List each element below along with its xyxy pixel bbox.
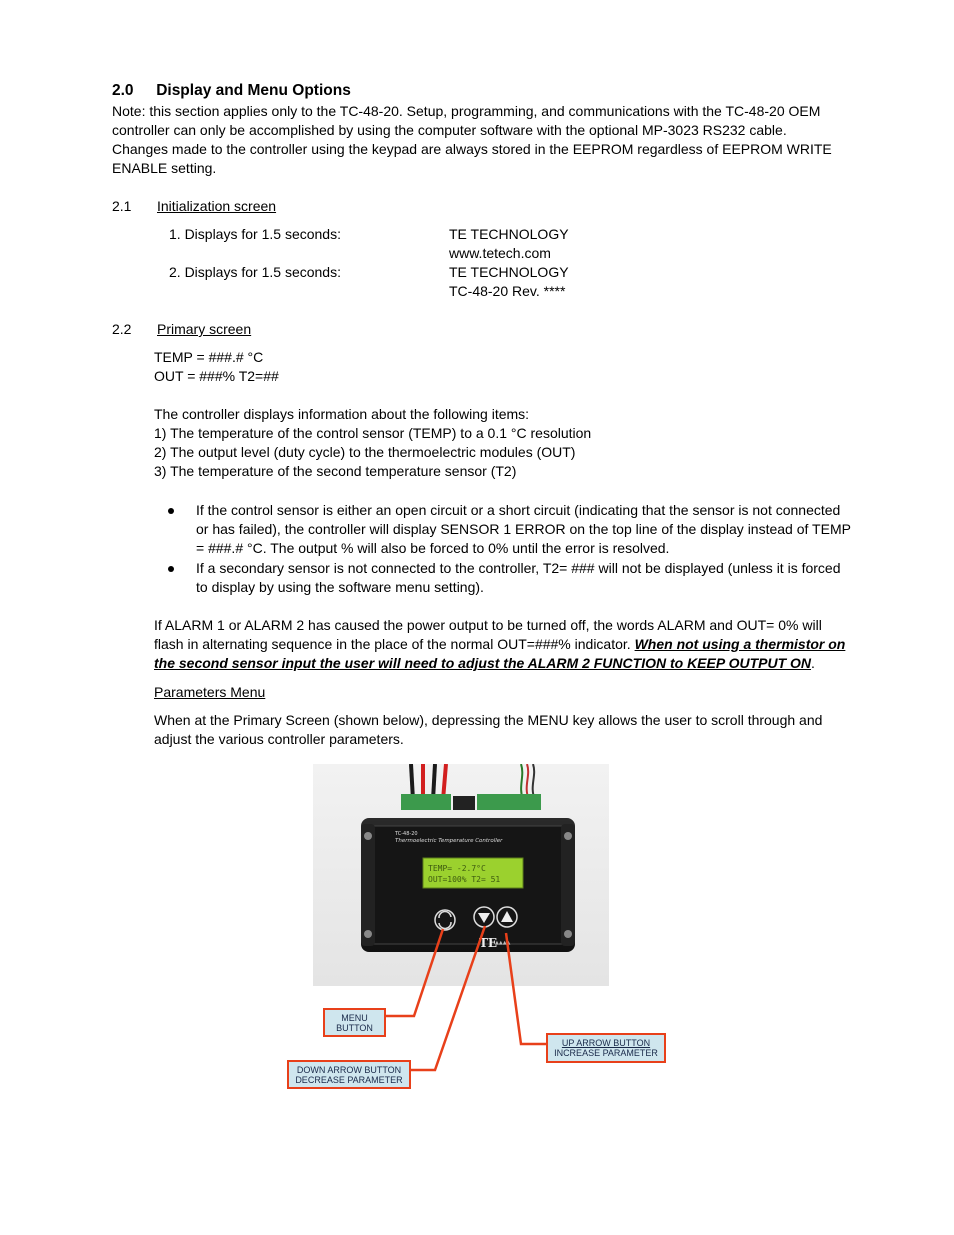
bullet-text: If the control sensor is either an open circuit or a short circuit (indicating that the sensor is not connected or has failed), the controller will display SENSOR 1 ERROR on the top line of the display instead of TEMP = ###.# °C. The output % will also be forced to 0% until the error is resolved.	[196, 502, 851, 556]
device-model: TC-48-20	[395, 831, 418, 837]
lcd-line-2: OUT=100% T2= 51	[428, 875, 501, 884]
primary-item-3: 3) The temperature of the second temperature sensor (T2)	[154, 463, 517, 479]
up-arrow-callout	[546, 1033, 666, 1063]
callout-line: MENU	[341, 1012, 368, 1023]
alarm-emphasis: When not using a thermistor on the second sensor input the user will need to adjust the ALARM 2 FUNCTION to KEEP OUTPUT ON	[154, 636, 846, 671]
up-leader	[506, 933, 546, 1044]
alarm-text: If ALARM 1 or ALARM 2 has caused the power output to be turned off, the words ALARM and OUT= 0% will flash in alternating sequence in the place of the normal OUT=###% indicator.	[154, 617, 822, 652]
params-text: When at the Primary Screen (shown below), depressing the MENU key allows the user to scroll through and adjust the various controller parameters.	[154, 712, 823, 747]
lcd-line-1: TEMP= -2.7°C	[428, 864, 486, 873]
alarm-end: .	[811, 655, 815, 671]
bullet-text: If a secondary sensor is not connected to the controller, T2= ### will not be displayed (unless it is forced to display by using the software menu setting).	[196, 560, 841, 595]
callout-line: BUTTON	[336, 1022, 373, 1033]
callout-line: UP ARROW BUTTON	[561, 1038, 651, 1048]
init-row-2-line2: TC-48-20 Rev. ****	[449, 283, 566, 299]
primary-number: 2.2	[112, 321, 132, 337]
menu-button-callout	[323, 1008, 386, 1037]
menu-leader	[386, 929, 443, 1016]
primary-item-1: 1) The temperature of the control sensor (TEMP) to a 0.1 °C resolution	[154, 425, 592, 441]
init-row-1-line1: TE TECHNOLOGY	[449, 226, 569, 242]
section-title: Display and Menu Options	[156, 82, 351, 99]
init-row-1-label: 1. Displays for 1.5 seconds:	[169, 226, 341, 242]
down-arrow-callout	[287, 1060, 411, 1089]
brand-logo: TE	[479, 936, 498, 950]
init-row-1-line2: www.tetech.com	[449, 245, 551, 261]
primary-intro: The controller displays information about the following items:	[154, 406, 530, 422]
init-title: Initialization screen	[157, 198, 277, 214]
init-row-2-label: 2. Displays for 1.5 seconds:	[169, 264, 341, 280]
callout-line: DOWN ARROW BUTTON	[296, 1064, 402, 1075]
primary-line-1: TEMP = ###.# °C	[154, 349, 264, 365]
callout-line: INCREASE PARAMETER	[554, 1048, 658, 1058]
primary-title: Primary screen	[157, 321, 252, 337]
params-title: Parameters Menu	[154, 684, 266, 700]
brand-stars: ▲▲▲▲	[495, 940, 511, 946]
device-subtitle: Thermoelectric Temperature Controller	[395, 838, 503, 844]
section-number: 2.0	[112, 82, 134, 99]
init-row-2-line1: TE TECHNOLOGY	[449, 264, 569, 280]
init-number: 2.1	[112, 198, 132, 214]
section-note: Note: this section applies only to the TC-48-20. Setup, programming, and communications with the TC-48-20 OEM controller can only be accomplished by using the computer software with the optional MP-3023 RS232 cable. Changes made to the controller using the keypad are always stored in the EEPROM regardless of EEPROM WRITE ENABLE setting.	[112, 103, 832, 176]
primary-line-2: OUT = ###% T2=##	[154, 368, 279, 384]
primary-item-2: 2) The output level (duty cycle) to the thermoelectric modules (OUT)	[154, 444, 576, 460]
callout-line: DECREASE PARAMETER	[295, 1074, 403, 1085]
